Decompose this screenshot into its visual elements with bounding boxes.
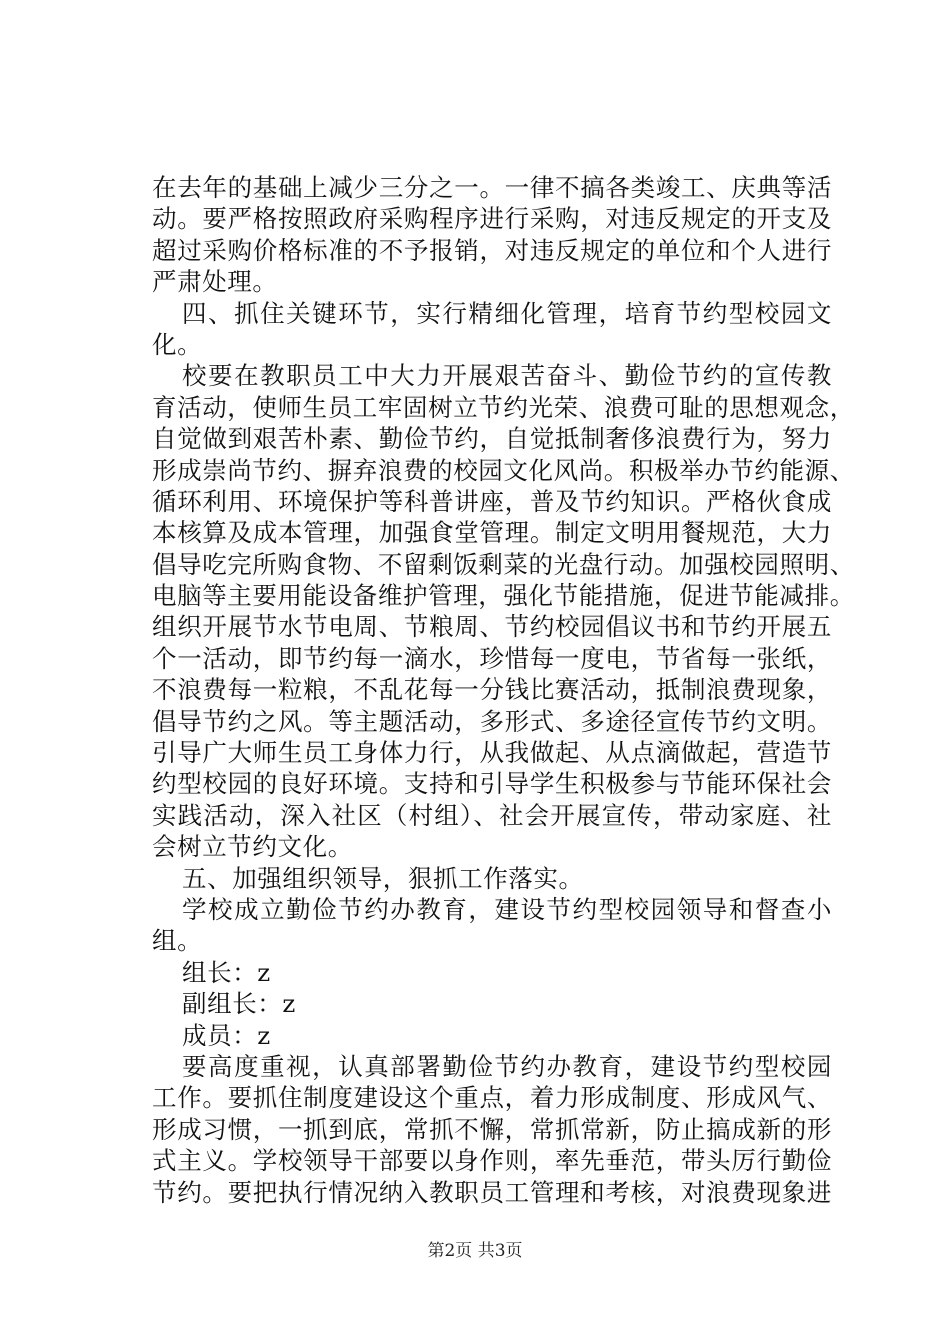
text-line: 本核算及成本管理，加强食堂管理。制定文明用餐规范，大力	[152, 518, 832, 548]
text-line: 要高度重视，认真部署勤俭节约办教育，建设节约型校园	[182, 1051, 832, 1081]
text-line: 组长：z	[182, 957, 271, 987]
text-line: 超过采购价格标准的不予报销，对违反规定的单位和个人进行	[152, 235, 832, 265]
document-body	[152, 172, 855, 1208]
text-line: 五、加强组织领导，狠抓工作落实。	[182, 863, 584, 893]
text-line: 电脑等主要用能设备维护管理，强化节能措施，促进节能减排。	[152, 581, 855, 611]
text-line: 个一活动，即节约每一滴水，珍惜每一度电，节省每一张纸，	[152, 643, 832, 673]
text-line: 学校成立勤俭节约办教育，建设节约型校园领导和督查小	[182, 894, 832, 924]
text-line: 自觉做到艰苦朴素、勤俭节约，自觉抵制奢侈浪费行为，努力	[152, 424, 832, 454]
text-line: 育活动，使师生员工牢固树立节约光荣、浪费可耻的思想观念，	[152, 392, 855, 422]
text-line: 动。要严格按照政府采购程序进行采购，对违反规定的开支及	[152, 204, 832, 234]
text-line: 会树立节约文化。	[152, 832, 353, 862]
text-line: 引导广大师生员工身体力行，从我做起、从点滴做起，营造节	[152, 738, 832, 768]
page-footer: 第2页 共3页	[427, 1241, 523, 1261]
text-line: 约型校园的良好环境。支持和引导学生积极参与节能环保社会	[152, 769, 832, 799]
text-line: 成员：z	[182, 1020, 271, 1050]
text-line: 组。	[152, 926, 203, 956]
text-line: 四、抓住关键环节，实行精细化管理，培育节约型校园文	[182, 298, 832, 328]
text-line: 倡导吃完所购食物、不留剩饭剩菜的光盘行动。加强校园照明、	[152, 549, 855, 579]
text-line: 实践活动，深入社区（村组）、社会开展宣传，带动家庭、社	[152, 800, 832, 830]
text-line: 形成崇尚节约、摒弃浪费的校园文化风尚。积极举办节约能源、	[152, 455, 855, 485]
text-line: 副组长：z	[182, 989, 296, 1019]
text-line: 化。	[152, 329, 203, 359]
text-line: 工作。要抓住制度建设这个重点，着力形成制度、形成风气、	[152, 1083, 832, 1113]
text-line: 校要在教职员工中大力开展艰苦奋斗、勤俭节约的宣传教	[182, 361, 832, 391]
text-line: 严肃处理。	[152, 267, 278, 297]
text-line: 节约。要把执行情况纳入教职员工管理和考核，对浪费现象进	[152, 1177, 832, 1207]
text-line: 形成习惯，一抓到底，常抓不懈，常抓常新，防止搞成新的形	[152, 1114, 832, 1144]
text-line: 式主义。学校领导干部要以身作则，率先垂范，带头厉行勤俭	[152, 1146, 832, 1176]
text-line: 循环利用、环境保护等科普讲座，普及节约知识。严格伙食成	[152, 486, 832, 516]
text-line: 不浪费每一粒粮，不乱花每一分钱比赛活动，抵制浪费现象，	[152, 675, 832, 705]
text-line: 倡导节约之风。等主题活动，多形式、多途径宣传节约文明。	[152, 706, 832, 736]
text-line: 组织开展节水节电周、节粮周、节约校园倡议书和节约开展五	[152, 612, 832, 642]
text-line: 在去年的基础上减少三分之一。一律不搞各类竣工、庆典等活	[152, 173, 832, 202]
